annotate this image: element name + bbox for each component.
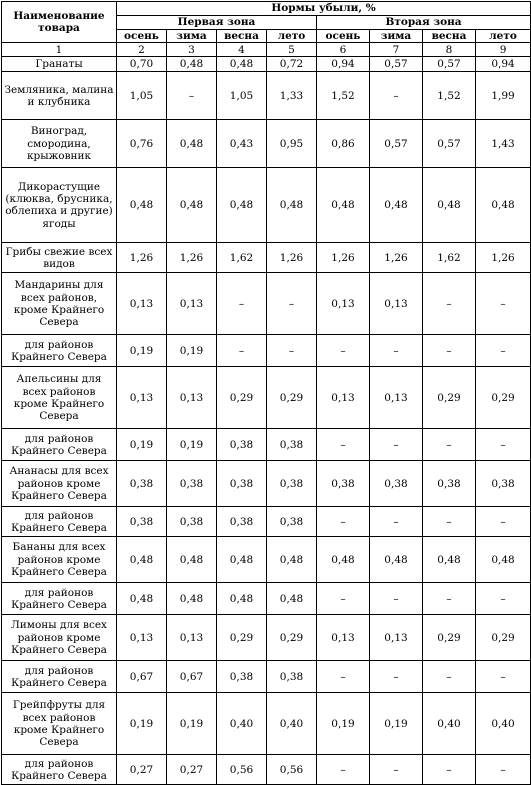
norm-value-cell: 1,05 bbox=[117, 72, 167, 120]
norm-value-cell: 0,48 bbox=[167, 537, 217, 583]
norm-value-cell: 1,62 bbox=[423, 243, 476, 273]
header-product-name: Наименование товара bbox=[2, 2, 117, 43]
product-name-cell: Виноград, смородина, крыжовник bbox=[2, 120, 117, 168]
norm-value-cell: 0,95 bbox=[267, 120, 317, 168]
table-row bbox=[2, 57, 531, 72]
norm-value-cell: 1,62 bbox=[217, 243, 267, 273]
season-header: весна bbox=[217, 30, 267, 43]
norm-value-cell: – bbox=[317, 429, 370, 461]
norm-value-cell: 0,29 bbox=[267, 615, 317, 661]
season-header: весна bbox=[423, 30, 476, 43]
norm-value-cell: 1,26 bbox=[167, 243, 217, 273]
norm-value-cell: 0,13 bbox=[117, 367, 167, 429]
norm-value-cell: – bbox=[267, 273, 317, 335]
norm-value-cell: – bbox=[423, 273, 476, 335]
norm-value-cell: 1,43 bbox=[476, 120, 531, 168]
norm-value-cell: – bbox=[370, 72, 423, 120]
norm-value-cell: 0,48 bbox=[317, 537, 370, 583]
norm-value-cell: 0,13 bbox=[317, 615, 370, 661]
product-name-cell: для районов Крайнего Севера bbox=[2, 429, 117, 461]
season-header: зима bbox=[370, 30, 423, 43]
product-name-cell: Грейпфруты для всех районов кроме Крайнего Севера bbox=[2, 693, 117, 755]
product-name-cell: Ананасы для всех районов кроме Крайнего Севера bbox=[2, 461, 117, 507]
norm-value-cell: 1,26 bbox=[117, 243, 167, 273]
norm-value-cell: 0,48 bbox=[476, 537, 531, 583]
norm-value-cell: – bbox=[217, 335, 267, 367]
norm-value-cell: – bbox=[370, 661, 423, 693]
header-norms: Нормы убыли, % bbox=[117, 2, 531, 16]
norm-value-cell: 0,48 bbox=[217, 537, 267, 583]
norm-value-cell: 0,13 bbox=[317, 367, 370, 429]
norm-value-cell: 0,48 bbox=[117, 537, 167, 583]
norm-value-cell: 0,57 bbox=[370, 120, 423, 168]
norm-value-cell: 0,13 bbox=[370, 273, 423, 335]
norm-value-cell: 0,38 bbox=[217, 507, 267, 537]
header-zone-1: Первая зона bbox=[117, 16, 317, 30]
norm-value-cell: 0,40 bbox=[267, 693, 317, 755]
column-number: 5 bbox=[267, 43, 317, 57]
norm-value-cell: 0,94 bbox=[476, 57, 531, 72]
product-name-cell: для районов Крайнего Севера bbox=[2, 661, 117, 693]
norm-value-cell: 0,19 bbox=[117, 429, 167, 461]
norm-value-cell: 0,38 bbox=[267, 661, 317, 693]
norm-value-cell: – bbox=[317, 507, 370, 537]
column-number: 6 bbox=[317, 43, 370, 57]
norm-value-cell: 0,13 bbox=[370, 615, 423, 661]
norm-value-cell: 0,48 bbox=[423, 168, 476, 243]
norm-value-cell: – bbox=[476, 273, 531, 335]
column-number: 7 bbox=[370, 43, 423, 57]
norm-value-cell: 0,13 bbox=[117, 273, 167, 335]
table-row bbox=[2, 661, 531, 693]
product-name-cell: Бананы для всех районов кроме Крайнего Севера bbox=[2, 537, 117, 583]
norm-value-cell: 0,56 bbox=[267, 755, 317, 785]
norm-value-cell: 0,48 bbox=[217, 168, 267, 243]
norm-value-cell: 0,13 bbox=[370, 367, 423, 429]
table-row bbox=[2, 615, 531, 661]
norm-value-cell: – bbox=[476, 755, 531, 785]
norm-value-cell: 0,48 bbox=[267, 537, 317, 583]
norm-value-cell: 0,38 bbox=[267, 461, 317, 507]
norm-value-cell: 0,48 bbox=[217, 583, 267, 615]
product-name-cell: Дикорастущие (клюква, брусника, облепиха и другие) ягоды bbox=[2, 168, 117, 243]
norm-value-cell: 1,26 bbox=[267, 243, 317, 273]
norm-value-cell: 0,38 bbox=[423, 461, 476, 507]
norm-value-cell: 0,38 bbox=[476, 461, 531, 507]
table-row bbox=[2, 461, 531, 507]
norm-value-cell: 0,38 bbox=[370, 461, 423, 507]
norm-value-cell: – bbox=[423, 429, 476, 461]
norm-value-cell: 0,38 bbox=[117, 507, 167, 537]
norm-value-cell: 0,57 bbox=[370, 57, 423, 72]
header-column-numbers bbox=[2, 43, 531, 57]
season-header: осень bbox=[317, 30, 370, 43]
norm-value-cell: 0,48 bbox=[167, 168, 217, 243]
table-row bbox=[2, 273, 531, 335]
norm-value-cell: 0,38 bbox=[267, 507, 317, 537]
table-row bbox=[2, 168, 531, 243]
norm-value-cell: 1,26 bbox=[317, 243, 370, 273]
product-name-cell: Гранаты bbox=[2, 57, 117, 72]
norm-value-cell: 1,99 bbox=[476, 72, 531, 120]
norm-value-cell: – bbox=[423, 755, 476, 785]
norm-value-cell: 0,29 bbox=[423, 367, 476, 429]
norm-value-cell: – bbox=[370, 507, 423, 537]
norm-value-cell: – bbox=[423, 335, 476, 367]
norm-value-cell: 0,48 bbox=[423, 537, 476, 583]
norm-value-cell: – bbox=[317, 661, 370, 693]
norm-value-cell: – bbox=[370, 429, 423, 461]
column-number: 3 bbox=[167, 43, 217, 57]
norm-value-cell: 0,48 bbox=[167, 583, 217, 615]
norm-value-cell: – bbox=[267, 335, 317, 367]
norm-value-cell: 0,27 bbox=[117, 755, 167, 785]
norm-value-cell: – bbox=[476, 507, 531, 537]
header-zone-2: Вторая зона bbox=[317, 16, 531, 30]
norm-value-cell: 0,29 bbox=[423, 615, 476, 661]
norm-value-cell: 0,13 bbox=[117, 615, 167, 661]
table-row bbox=[2, 335, 531, 367]
product-name-cell: Апельсины для всех районов кроме Крайнего Севера bbox=[2, 367, 117, 429]
norm-value-cell: 0,86 bbox=[317, 120, 370, 168]
norm-value-cell: 0,27 bbox=[167, 755, 217, 785]
norm-value-cell: 0,38 bbox=[167, 461, 217, 507]
norm-value-cell: 0,13 bbox=[317, 273, 370, 335]
norm-value-cell: 0,19 bbox=[167, 335, 217, 367]
norm-value-cell: 0,19 bbox=[167, 693, 217, 755]
norm-value-cell: 0,57 bbox=[423, 57, 476, 72]
norm-value-cell: 0,43 bbox=[217, 120, 267, 168]
norm-value-cell: – bbox=[423, 507, 476, 537]
norm-value-cell: 0,19 bbox=[117, 693, 167, 755]
season-header: лето bbox=[267, 30, 317, 43]
product-name-cell: для районов Крайнего Севера bbox=[2, 755, 117, 785]
norm-value-cell: 1,52 bbox=[423, 72, 476, 120]
norm-value-cell: 0,19 bbox=[167, 429, 217, 461]
norm-value-cell: 0,67 bbox=[167, 661, 217, 693]
norm-value-cell: 0,48 bbox=[267, 583, 317, 615]
norm-value-cell: 0,29 bbox=[267, 367, 317, 429]
norm-value-cell: 0,48 bbox=[370, 168, 423, 243]
norm-value-cell: – bbox=[317, 335, 370, 367]
norm-value-cell: 0,94 bbox=[317, 57, 370, 72]
norm-value-cell: – bbox=[317, 755, 370, 785]
norm-value-cell: 0,76 bbox=[117, 120, 167, 168]
norm-value-cell: 0,38 bbox=[167, 507, 217, 537]
norm-value-cell: 0,48 bbox=[217, 57, 267, 72]
norm-value-cell: 0,70 bbox=[117, 57, 167, 72]
norm-value-cell: 1,52 bbox=[317, 72, 370, 120]
norm-value-cell: 0,40 bbox=[423, 693, 476, 755]
norm-value-cell: – bbox=[370, 583, 423, 615]
product-name-cell: для районов Крайнего Севера bbox=[2, 335, 117, 367]
product-name-cell: Мандарины для всех районов, кроме Крайнего Севера bbox=[2, 273, 117, 335]
norm-value-cell: – bbox=[476, 429, 531, 461]
norm-value-cell: 0,29 bbox=[476, 615, 531, 661]
product-name-cell: Лимоны для всех районов кроме Крайнего Севера bbox=[2, 615, 117, 661]
norm-value-cell: – bbox=[476, 335, 531, 367]
norm-value-cell: 0,57 bbox=[423, 120, 476, 168]
norm-value-cell: 0,48 bbox=[167, 57, 217, 72]
norm-value-cell: 0,48 bbox=[370, 537, 423, 583]
season-header: лето bbox=[476, 30, 531, 43]
norm-value-cell: 1,26 bbox=[476, 243, 531, 273]
column-number: 8 bbox=[423, 43, 476, 57]
table-row bbox=[2, 693, 531, 755]
norm-value-cell: – bbox=[423, 661, 476, 693]
norm-value-cell: 0,13 bbox=[167, 615, 217, 661]
norm-value-cell: 0,48 bbox=[476, 168, 531, 243]
product-name-cell: для районов Крайнего Севера bbox=[2, 507, 117, 537]
table-row bbox=[2, 507, 531, 537]
table-body bbox=[2, 57, 531, 785]
norm-value-cell: 0,48 bbox=[167, 120, 217, 168]
norm-value-cell: 0,38 bbox=[117, 461, 167, 507]
norm-value-cell: 0,40 bbox=[476, 693, 531, 755]
table-row bbox=[2, 537, 531, 583]
norm-value-cell: 0,38 bbox=[267, 429, 317, 461]
norm-value-cell: – bbox=[217, 273, 267, 335]
norm-value-cell: 0,13 bbox=[167, 273, 217, 335]
table-row bbox=[2, 120, 531, 168]
product-name-cell: для районов Крайнего Севера bbox=[2, 583, 117, 615]
table-row bbox=[2, 429, 531, 461]
norm-value-cell: 0,29 bbox=[217, 615, 267, 661]
table-row bbox=[2, 72, 531, 120]
norm-value-cell: 0,38 bbox=[317, 461, 370, 507]
norm-value-cell: – bbox=[476, 583, 531, 615]
norm-value-cell: 0,13 bbox=[167, 367, 217, 429]
norm-value-cell: – bbox=[423, 583, 476, 615]
column-number: 4 bbox=[217, 43, 267, 57]
norm-value-cell: 0,56 bbox=[217, 755, 267, 785]
norm-value-cell: 1,33 bbox=[267, 72, 317, 120]
norm-value-cell: 0,48 bbox=[117, 583, 167, 615]
norm-value-cell: 0,19 bbox=[317, 693, 370, 755]
norm-value-cell: – bbox=[167, 72, 217, 120]
season-header: осень bbox=[117, 30, 167, 43]
column-number: 9 bbox=[476, 43, 531, 57]
norm-value-cell: 0,38 bbox=[217, 461, 267, 507]
norm-value-cell: – bbox=[317, 583, 370, 615]
norm-value-cell: 0,48 bbox=[317, 168, 370, 243]
norm-value-cell: – bbox=[370, 335, 423, 367]
norm-value-cell: 1,26 bbox=[370, 243, 423, 273]
table-row bbox=[2, 243, 531, 273]
norm-value-cell: 0,40 bbox=[217, 693, 267, 755]
norm-value-cell: 0,72 bbox=[267, 57, 317, 72]
norm-value-cell: 0,29 bbox=[476, 367, 531, 429]
table-row bbox=[2, 367, 531, 429]
product-name-cell: Грибы свежие всех видов bbox=[2, 243, 117, 273]
norm-value-cell: 0,19 bbox=[370, 693, 423, 755]
season-header: зима bbox=[167, 30, 217, 43]
table-row bbox=[2, 755, 531, 785]
norm-value-cell: 0,38 bbox=[217, 661, 267, 693]
norm-value-cell: 0,48 bbox=[267, 168, 317, 243]
norm-value-cell: 0,67 bbox=[117, 661, 167, 693]
norm-value-cell: 0,19 bbox=[117, 335, 167, 367]
column-number: 1 bbox=[2, 43, 117, 57]
column-number: 2 bbox=[117, 43, 167, 57]
norms-table bbox=[1, 1, 531, 785]
norm-value-cell: 0,38 bbox=[217, 429, 267, 461]
norm-value-cell: – bbox=[370, 755, 423, 785]
product-name-cell: Земляника, малина и клубника bbox=[2, 72, 117, 120]
norm-value-cell: 0,48 bbox=[117, 168, 167, 243]
norm-value-cell: 0,29 bbox=[217, 367, 267, 429]
norm-value-cell: – bbox=[476, 661, 531, 693]
norm-value-cell: 1,05 bbox=[217, 72, 267, 120]
table-row bbox=[2, 583, 531, 615]
